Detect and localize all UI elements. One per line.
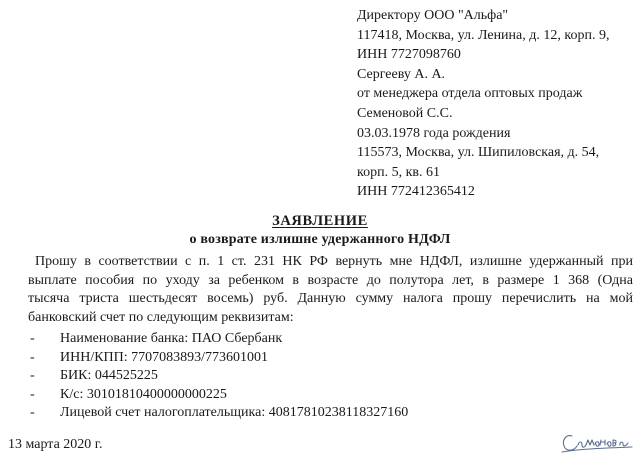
addressee-line: ИНН 7727098760 xyxy=(357,47,461,63)
bank-detail-text: ИНН/КПП: 7707083893/773601001 xyxy=(60,349,269,365)
bank-detail-item xyxy=(30,404,630,423)
paragraph-line: тысяча триста шестьдесят восемь) руб. Данную сумму налога прошу перечислить на мой xyxy=(28,291,633,306)
bank-details-list xyxy=(30,330,630,423)
bank-detail-item xyxy=(30,367,630,386)
bank-detail-text: Лицевой счет налогоплательщика: 40817810238118327160 xyxy=(60,405,409,421)
addressee-line: Сергееву А. А. xyxy=(357,66,446,82)
addressee-line: Директору ООО "Альфа" xyxy=(357,8,509,23)
list-dash: - xyxy=(30,405,35,421)
list-dash: - xyxy=(30,368,35,384)
request-paragraph xyxy=(28,253,633,327)
list-dash: - xyxy=(30,331,35,346)
bank-detail-item xyxy=(30,330,630,349)
paragraph-line: Прошу в соответствии с п. 1 ст. 231 НК РФ вернуть мне НДФЛ, излишне удержанный при xyxy=(35,254,633,269)
addressee-block xyxy=(357,6,637,202)
bank-detail-item xyxy=(30,349,630,368)
document-title: ЗАЯВЛЕНИЕ xyxy=(272,213,368,229)
signature-image xyxy=(560,428,636,456)
addressee-line: 115573, Москва, ул. Шипиловская, д. 54, xyxy=(357,145,600,161)
bank-detail-text: БИК: 044525225 xyxy=(60,368,158,384)
addressee-line: 03.03.1978 года рождения xyxy=(357,125,511,141)
bank-detail-item xyxy=(30,386,630,405)
bank-detail-text: Наименование банка: ПАО Сбербанк xyxy=(60,331,283,346)
addressee-line: Семеновой С.С. xyxy=(357,105,453,121)
addressee-line: ИНН 772412365412 xyxy=(357,184,475,200)
bank-detail-text: К/с: 30101810400000000225 xyxy=(60,386,227,402)
addressee-line: 117418, Москва, ул. Ленина, д. 12, корп. 9, xyxy=(357,27,610,43)
addressee-line: от менеджера отдела оптовых продаж xyxy=(357,86,583,102)
document-subtitle: о возврате излишне удержанного НДФЛ xyxy=(189,232,451,247)
list-dash: - xyxy=(30,349,35,365)
list-dash: - xyxy=(30,386,35,402)
paragraph-line: выплате пособия по уходу за ребенком в возрасте до полутора лет, в размере 1 368 (Одна xyxy=(28,272,633,288)
document-date: 13 марта 2020 г. xyxy=(8,437,103,452)
addressee-line: корп. 5, кв. 61 xyxy=(357,164,440,180)
paragraph-line: банковский счет по следующим реквизитам: xyxy=(28,309,294,325)
